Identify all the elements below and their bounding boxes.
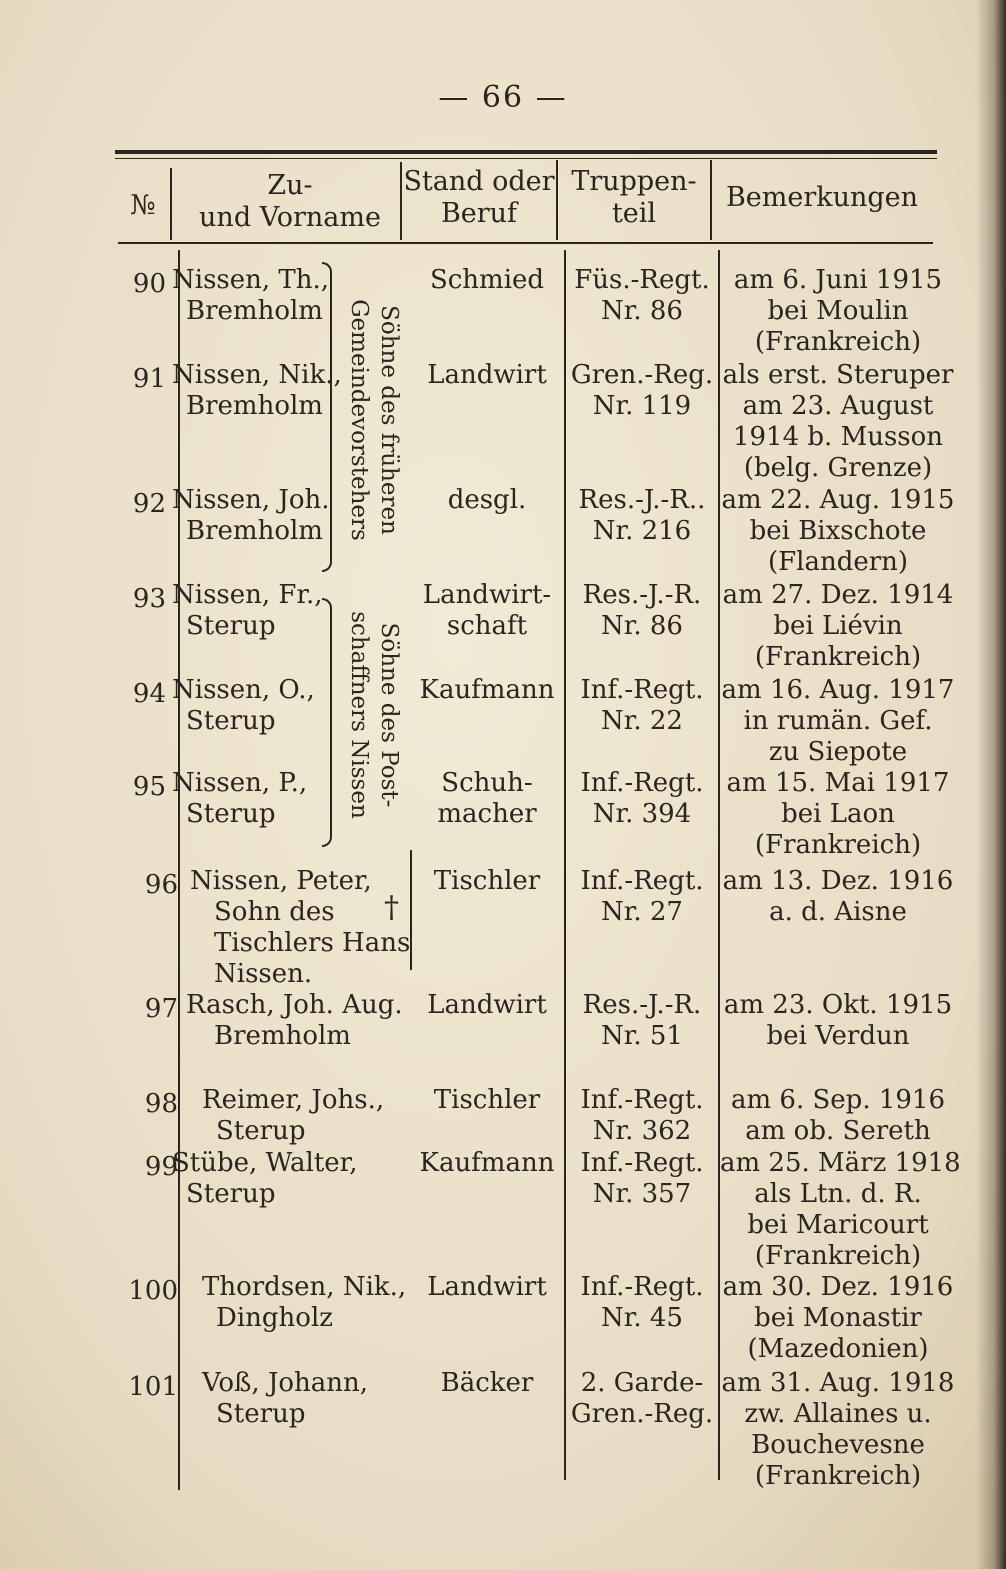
name-line: Nissen, P., bbox=[172, 768, 308, 798]
occ-line: Kaufmann bbox=[419, 675, 555, 705]
page-edge-shadow bbox=[976, 0, 1006, 1569]
rem-line: am 15. Mai 1917 bbox=[726, 768, 950, 798]
name-line: Sterup bbox=[186, 799, 276, 829]
rem-line: am 16. Aug. 1917 bbox=[721, 675, 955, 705]
occ-line: Tischler bbox=[433, 1085, 541, 1115]
rem-line: am 23. August bbox=[742, 391, 934, 421]
name-line: Bremholm bbox=[214, 1021, 351, 1051]
name-line: Reimer, Johs., bbox=[202, 1085, 385, 1115]
group-brace-b bbox=[322, 598, 332, 847]
row-number: 95 bbox=[132, 772, 166, 802]
group-note-b-2: schaffners Nissen bbox=[346, 611, 372, 819]
rem-line: am 30. Dez. 1916 bbox=[722, 1272, 954, 1302]
name-line: Sterup bbox=[216, 1116, 306, 1146]
row-number: 97 bbox=[144, 994, 178, 1024]
name-line: Bremholm bbox=[186, 516, 323, 546]
rem-line: als erst. Steruper bbox=[722, 360, 954, 390]
name-line: Nissen, Th., bbox=[172, 265, 330, 295]
occ-line: Landwirt bbox=[427, 360, 547, 390]
name-line: Nissen. bbox=[214, 959, 313, 989]
rem-line: am 23. Okt. 1915 bbox=[723, 990, 953, 1020]
page-number: — 66 — bbox=[438, 80, 568, 115]
name-line: Tischlers Hans bbox=[214, 928, 411, 958]
rem-line: Bouchevesne bbox=[751, 1430, 925, 1460]
unit-line: Inf.-Regt. bbox=[580, 1272, 704, 1302]
rem-line: (Frankreich) bbox=[754, 830, 922, 860]
name-line: Sterup bbox=[186, 1179, 276, 1209]
unit-line: Gren.-Reg. bbox=[570, 1399, 714, 1429]
name-line: Nissen, Nik., bbox=[172, 360, 342, 390]
rem-line: bei Monastir bbox=[754, 1303, 922, 1333]
dagger-mark: † bbox=[384, 890, 399, 925]
rem-line: zu Siepote bbox=[768, 737, 908, 767]
unit-line: Inf.-Regt. bbox=[580, 1085, 704, 1115]
occ-line: desgl. bbox=[447, 485, 527, 515]
row-number: 91 bbox=[132, 364, 166, 394]
name-line: Nissen, O., bbox=[172, 675, 315, 705]
group-brace-a bbox=[322, 262, 332, 572]
rem-line: (belg. Grenze) bbox=[743, 453, 933, 483]
occ-line: Landwirt bbox=[427, 990, 547, 1020]
row-number: 90 bbox=[132, 269, 166, 299]
rem-line: am 22. Aug. 1915 bbox=[721, 485, 955, 515]
rem-line: (Mazedonien) bbox=[747, 1334, 929, 1364]
occ-line: macher bbox=[437, 799, 537, 829]
header-unit-1: Truppen- bbox=[571, 166, 697, 197]
occ-line: Landwirt bbox=[427, 1272, 547, 1302]
unit-line: Gren.-Reg. bbox=[570, 360, 714, 390]
header-occupation-2: Beruf bbox=[440, 198, 518, 229]
rem-line: am 13. Dez. 1916 bbox=[722, 866, 954, 896]
group-note-b-1: Söhne des Post- bbox=[376, 622, 402, 808]
unit-line: Füs.-Regt. bbox=[574, 265, 710, 295]
name-line: Sterup bbox=[186, 611, 276, 641]
header-occupation-1: Stand oder bbox=[403, 166, 555, 197]
name-line: Nissen, Fr., bbox=[172, 580, 323, 610]
header-rule bbox=[118, 242, 933, 244]
row-number: 100 bbox=[128, 1276, 178, 1306]
rem-line: bei Moulin bbox=[767, 296, 909, 326]
rem-line: am 6. Juni 1915 bbox=[733, 265, 943, 295]
unit-line: Nr. 51 bbox=[601, 1021, 683, 1051]
rem-line: am ob. Sereth bbox=[745, 1116, 931, 1146]
top-rule bbox=[115, 150, 937, 154]
rem-line: bei Liévin bbox=[773, 611, 903, 641]
rem-line: (Flandern) bbox=[767, 547, 909, 577]
rem-line: am 31. Aug. 1918 bbox=[721, 1368, 955, 1398]
rem-line: am 6. Sep. 1916 bbox=[730, 1085, 946, 1115]
header-no: № bbox=[130, 190, 156, 221]
unit-line: Res.-J.-R.. bbox=[578, 485, 706, 515]
rem-line: (Frankreich) bbox=[754, 1461, 922, 1491]
name-line: Sohn des bbox=[214, 897, 335, 927]
row-number: 98 bbox=[144, 1089, 178, 1119]
rem-line: am 27. Dez. 1914 bbox=[722, 580, 954, 610]
unit-line: Nr. 119 bbox=[592, 391, 692, 421]
occ-line: Schmied bbox=[429, 265, 545, 295]
occ-line: Tischler bbox=[433, 866, 541, 896]
rem-line: bei Bixschote bbox=[749, 516, 927, 546]
group-note-a-2: Gemeindevorstehers bbox=[346, 299, 372, 541]
unit-line: Nr. 357 bbox=[592, 1179, 692, 1209]
header-remarks: Bemerkungen bbox=[725, 182, 919, 213]
name-line: Bremholm bbox=[186, 296, 323, 326]
unit-line: Nr. 362 bbox=[592, 1116, 692, 1146]
name-line: Dingholz bbox=[216, 1303, 333, 1333]
group-note-a-1: Söhne des früheren bbox=[376, 305, 402, 535]
occ-line: schaft bbox=[446, 611, 528, 641]
name-line: Nissen, Joh. bbox=[172, 485, 330, 515]
unit-line: Res.-J.-R. bbox=[582, 580, 702, 610]
top-rule-thin bbox=[115, 158, 937, 159]
rem-line: bei Verdun bbox=[766, 1021, 910, 1051]
unit-line: Nr. 216 bbox=[592, 516, 692, 546]
rem-line: (Frankreich) bbox=[754, 327, 922, 357]
name-line: Nissen, Peter, bbox=[190, 866, 372, 896]
rem-line: bei Laon bbox=[781, 799, 895, 829]
name-line: Stübe, Walter, bbox=[172, 1148, 358, 1178]
row-number: 99 bbox=[144, 1152, 178, 1182]
rem-line: bei Maricourt bbox=[747, 1210, 929, 1240]
header-name-2: und Vorname bbox=[199, 202, 381, 233]
rem-line: am 25. März 1918 bbox=[720, 1148, 961, 1178]
rem-line: 1914 b. Musson bbox=[732, 422, 944, 452]
rem-line: a. d. Aisne bbox=[769, 897, 907, 927]
unit-line: Inf.-Regt. bbox=[580, 1148, 704, 1178]
occ-line: Schuh- bbox=[441, 768, 533, 798]
header-unit-2: teil bbox=[611, 198, 657, 229]
unit-line: Nr. 45 bbox=[601, 1303, 683, 1333]
unit-line: Nr. 27 bbox=[601, 897, 683, 927]
rem-line: (Frankreich) bbox=[754, 642, 922, 672]
rem-line: als Ltn. d. R. bbox=[754, 1179, 922, 1209]
name-line: Rasch, Joh. Aug. bbox=[186, 990, 403, 1020]
occ-line: Bäcker bbox=[440, 1368, 534, 1398]
row-number: 96 bbox=[144, 870, 178, 900]
row-number: 101 bbox=[128, 1372, 178, 1402]
name-line: Thordsen, Nik., bbox=[202, 1272, 407, 1302]
unit-line: Nr. 86 bbox=[601, 611, 683, 641]
unit-line: Nr. 394 bbox=[592, 799, 692, 829]
name-line: Bremholm bbox=[186, 391, 323, 421]
unit-line: Res.-J.-R. bbox=[582, 990, 702, 1020]
row-number: 94 bbox=[132, 679, 166, 709]
rem-line: zw. Allaines u. bbox=[744, 1399, 932, 1429]
name-line: Sterup bbox=[186, 706, 276, 736]
name-line: Sterup bbox=[216, 1399, 306, 1429]
unit-line: Inf.-Regt. bbox=[580, 675, 704, 705]
unit-line: Nr. 22 bbox=[601, 706, 683, 736]
row-number: 93 bbox=[132, 584, 166, 614]
occ-line: Landwirt- bbox=[422, 580, 552, 610]
row-number: 92 bbox=[132, 489, 166, 519]
rem-line: (Frankreich) bbox=[754, 1241, 922, 1271]
col-sep-no bbox=[170, 168, 172, 240]
name-line: Voß, Johann, bbox=[202, 1368, 369, 1398]
unit-line: Inf.-Regt. bbox=[580, 768, 704, 798]
col-sep-no-body bbox=[178, 250, 180, 1490]
unit-line: Inf.-Regt. bbox=[580, 866, 704, 896]
header-name-1: Zu- bbox=[267, 170, 313, 201]
unit-line: Nr. 86 bbox=[601, 296, 683, 326]
occ-line: Kaufmann bbox=[419, 1148, 555, 1178]
rem-line: in rumän. Gef. bbox=[743, 706, 933, 736]
unit-line: 2. Garde- bbox=[580, 1368, 704, 1398]
